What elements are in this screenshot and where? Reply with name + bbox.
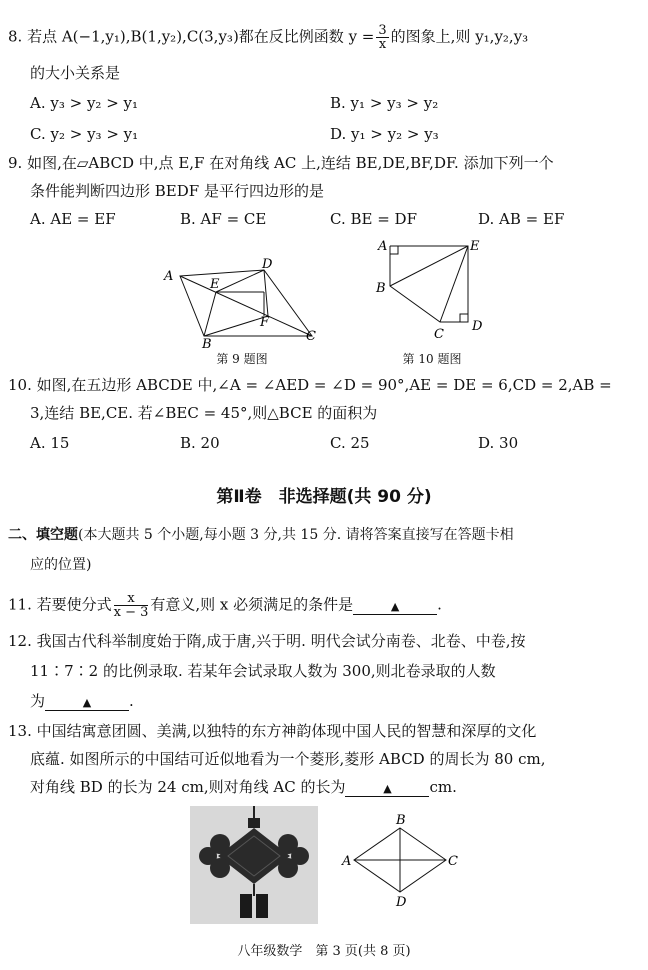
q13-stem-d: cm. xyxy=(429,778,457,796)
q12-stem-c: 为 xyxy=(30,692,46,710)
fig9-label-d: D xyxy=(262,258,273,272)
q13-stem-line2: 底蕴. 如图所示的中国结可近似地看为一个菱形,菱形 ABCD 的周长为 80 cm, xyxy=(30,750,546,768)
q8-frac-num: 3 xyxy=(378,23,387,38)
fig9-label-a: A xyxy=(164,269,174,284)
q8-option-d: D. y₁ > y₂ > y₃ xyxy=(330,125,439,143)
q11-frac-den: x − 3 xyxy=(113,605,149,620)
q11-blank-marker: ▲ xyxy=(390,599,400,613)
q12-stem-line2: 11∶7∶2 的比例录取. 若某年会试录取人数为 300,则北卷录取的人数 xyxy=(30,662,496,680)
q12-answer-blank[interactable] xyxy=(45,692,129,711)
fig10-label-d: D xyxy=(472,319,483,334)
q13-stem-c: 对角线 BD 的长为 24 cm,则对角线 AC 的长为 xyxy=(30,778,346,796)
q8-option-a: A. y₃ > y₂ > y₁ xyxy=(30,94,139,112)
fig10-label-e: E xyxy=(470,239,480,254)
fig9-parallelogram xyxy=(160,258,330,348)
page-footer: 八年级数学 第 3 页(共 8 页) xyxy=(237,944,411,959)
q10-stem-line1: 10. 如图,在五边形 ABCDE 中,∠A = ∠AED = ∠D = 90°,AE = DE = 6,CD = 2,AB = xyxy=(8,376,612,394)
q8-stem-a: 8. 若点 A(−1,y₁),B(1,y₂),C(3,y₃)都在反比例函数 y = xyxy=(8,27,375,46)
fig10-label-a: A xyxy=(378,239,388,254)
fig13-label-b: B xyxy=(396,813,406,828)
q11-answer-blank[interactable] xyxy=(353,596,437,615)
q9-stem-line1: 9. 如图,在▱ABCD 中,点 E,F 在对角线 AC 上,连结 BE,DE,BF,DF. 添加下列一个 xyxy=(8,154,554,172)
q13-blank-marker: ▲ xyxy=(383,782,392,795)
fig13-rhombus xyxy=(340,812,460,908)
fig13-label-a: A xyxy=(342,854,352,869)
fig13-label-d: D xyxy=(396,895,407,908)
q12-stem-d: . xyxy=(129,692,134,710)
q10-option-a: A. 15 xyxy=(30,434,70,452)
q12-stem-line3 xyxy=(30,690,134,712)
part2-desc-b: 应的位置) xyxy=(30,557,92,573)
q9-stem-line2: 条件能判断四边形 BEDF 是平行四边形的是 xyxy=(30,182,324,200)
q12-stem-line1: 12. 我国古代科举制度始于隋,成于唐,兴于明. 明代会试分南卷、北卷、中卷,按 xyxy=(8,632,526,650)
fig10-label-c: C xyxy=(434,327,444,342)
fig13-label-c: C xyxy=(448,854,458,869)
part2-heading: 二、填空题 xyxy=(8,527,78,543)
part2-desc-a: (本大题共 5 个小题,每小题 3 分,共 15 分. 请将答案直接写在答题卡相 xyxy=(78,527,514,543)
q11-stem xyxy=(8,592,442,619)
q11-stem-b: 有意义,则 x 必须满足的条件是 xyxy=(150,595,354,614)
section-ii-title: 第Ⅱ卷 非选择题(共 90 分) xyxy=(216,487,432,507)
q8-frac-den: x xyxy=(378,37,387,52)
q11-fraction xyxy=(114,592,149,619)
fig9-label-e: E xyxy=(210,277,220,292)
fig9-label-c: C xyxy=(306,329,316,344)
q10-stem-line2: 3,连结 BE,CE. 若∠BEC = 45°,则△BCE 的面积为 xyxy=(30,404,378,422)
q9-option-a: A. AE = EF xyxy=(30,210,116,228)
q12-blank-marker: ▲ xyxy=(82,696,92,709)
q10-option-c: C. 25 xyxy=(330,434,370,452)
chinese-knot-photo xyxy=(190,806,318,924)
q10-option-b: B. 20 xyxy=(180,434,220,452)
q8-stem-line2: 的大小关系是 xyxy=(30,64,121,82)
q10-option-d: D. 30 xyxy=(478,434,519,452)
q8-stem-line1 xyxy=(8,24,528,51)
q13-answer-blank[interactable] xyxy=(345,778,429,797)
q8-option-b: B. y₁ > y₃ > y₂ xyxy=(330,94,439,112)
fig9-label-b: B xyxy=(202,337,212,348)
fig9-label-f: F xyxy=(260,315,270,330)
fig10-label-b: B xyxy=(376,281,386,296)
q9-option-b: B. AF = CE xyxy=(180,210,267,228)
q8-stem-b: 的图象上,则 y₁,y₂,y₃ xyxy=(390,27,529,46)
fig10-caption: 第 10 题图 xyxy=(402,352,462,366)
q11-stem-c: . xyxy=(437,595,442,614)
q8-fraction xyxy=(376,24,388,51)
q13-stem-line3 xyxy=(30,776,457,798)
q13-stem-line1: 13. 中国结寓意团圆、美满,以独特的东方神韵体现中国人民的智慧和深厚的文化 xyxy=(8,722,537,740)
fig9-caption: 第 9 题图 xyxy=(216,352,268,366)
q11-frac-num: x xyxy=(114,592,149,606)
part2-heading-line1 xyxy=(8,524,514,546)
q9-option-d: D. AB = EF xyxy=(478,210,565,228)
q11-stem-a: 11. 若要使分式 xyxy=(8,595,112,614)
q9-option-c: C. BE = DF xyxy=(330,210,417,228)
q8-option-c: C. y₂ > y₃ > y₁ xyxy=(30,125,139,143)
fig10-pentagon xyxy=(372,236,492,348)
